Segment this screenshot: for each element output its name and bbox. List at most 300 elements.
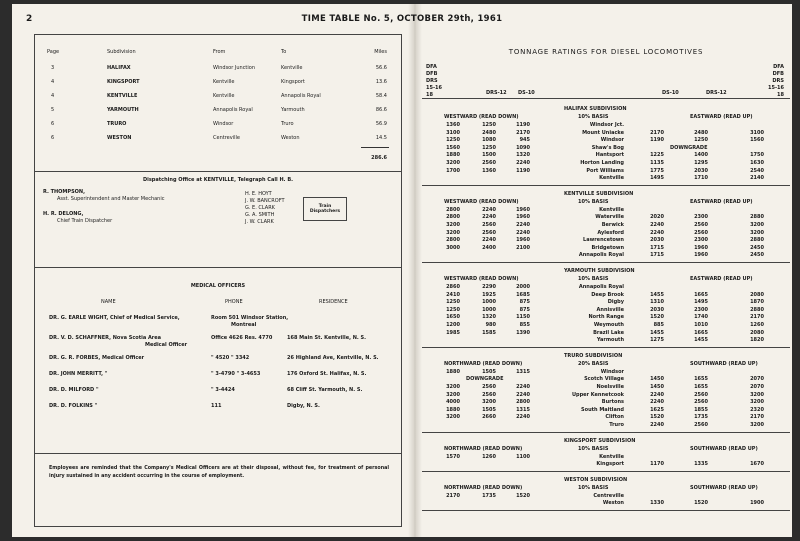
tonnage-value: 2300: [694, 237, 708, 244]
subdivision-name: HALIFAX: [107, 65, 131, 71]
tonnage-value: 3200: [446, 384, 460, 390]
tonnage-value: 1390: [516, 329, 530, 336]
subdivision-page: 4: [51, 79, 55, 85]
dispatchers-list: [245, 191, 285, 226]
class-label: 18: [426, 92, 433, 98]
section-right-heading: SOUTHWARD (READ UP): [690, 484, 758, 491]
tonnage-value: 3200: [750, 399, 764, 406]
subdivision-page: 4: [51, 93, 55, 99]
tonnage-value: 1150: [516, 314, 530, 321]
subdivision-row: [35, 79, 401, 89]
tonnage-value: 1000: [482, 299, 496, 306]
subdivision-row: [35, 107, 401, 117]
tonnage-value: 2240: [650, 229, 664, 236]
tonnage-value: 2080: [750, 291, 764, 298]
tonnage-value: 2880: [750, 306, 764, 313]
station-name: Clifton: [605, 414, 624, 421]
tonnage-value: 2800: [446, 237, 460, 244]
tonnage-value: 2560: [694, 391, 708, 398]
tonnage-value: 2170: [750, 414, 764, 421]
col-ds10-right: DS-10: [662, 90, 679, 96]
tonnage-value: 1010: [694, 322, 708, 328]
tonnage-value: 2800: [516, 399, 530, 406]
section-name: TRURO SUBDIVISION: [564, 352, 623, 359]
tonnage-value: 2880: [750, 237, 764, 244]
tonnage-value: 3200: [446, 229, 460, 236]
tonnage-value: 1740: [694, 314, 708, 321]
tonnage-value: 2240: [516, 414, 530, 421]
tonnage-value: 2030: [694, 167, 708, 174]
tonnage-value: 2660: [482, 414, 496, 421]
locomotive-classes-right: [768, 64, 784, 99]
subdivision-row: [35, 65, 401, 75]
tonnage-value: 1820: [750, 337, 764, 344]
tonnage-value: 1250: [446, 137, 460, 144]
subdivision-page: 5: [51, 107, 55, 113]
tonnage-value: 3200: [750, 222, 764, 228]
station-name: Hantsport: [595, 152, 624, 159]
tonnage-value: 3100: [750, 129, 764, 136]
tonnage-value: 1670: [750, 461, 764, 468]
dispatching-staff-left: [43, 189, 165, 225]
tonnage-value: 1750: [750, 152, 764, 159]
section-right-heading: SOUTHWARD (READ UP): [690, 445, 758, 452]
tonnage-value: 2560: [482, 160, 496, 166]
tonnage-value: 1135: [650, 160, 664, 166]
tonnage-value: 2290: [482, 284, 496, 290]
station-name: Shaw's Bog: [591, 144, 624, 151]
col-name: NAME: [101, 299, 116, 305]
station-name: Yarmouth: [596, 337, 624, 344]
station-name: Lawrencetown: [583, 237, 624, 244]
section-name: KENTVILLE SUBDIVISION: [564, 190, 634, 197]
tonnage-value: 1655: [694, 376, 708, 383]
section-rule: [422, 262, 790, 263]
divider: [35, 453, 401, 454]
downgrade-label: DOWNGRADE: [670, 144, 708, 151]
tonnage-value: 1625: [650, 406, 664, 413]
dispatcher-name: G. E. CLARK: [245, 205, 275, 211]
tonnage-value: 2800: [446, 214, 460, 221]
subdivision-page: 6: [51, 121, 55, 127]
tonnage-value: 1190: [516, 122, 530, 128]
tonnage-value: 2240: [482, 237, 496, 244]
tonnage-value: 2560: [482, 384, 496, 390]
officer-residence: 176 Oxford St. Halifax, N. S.: [287, 371, 367, 377]
tonnage-value: 2030: [650, 306, 664, 313]
section-basis: 10% BASIS: [578, 276, 609, 282]
officer-phone: " 4520 " 3342: [211, 355, 250, 361]
tonnage-value: 2240: [516, 222, 530, 228]
section-name: YARMOUTH SUBDIVISION: [564, 268, 635, 274]
tonnage-value: 1900: [750, 500, 764, 507]
tonnage-value: 1960: [516, 214, 530, 221]
class-label: DFA: [426, 64, 437, 70]
section-left-heading: WESTWARD (READ DOWN): [444, 276, 519, 282]
subdivision-miles: 56.9: [375, 121, 387, 127]
col-to: To: [281, 49, 287, 55]
left-page: [34, 34, 402, 527]
tonnage-value: 2070: [750, 384, 764, 390]
officer-subtitle: Medical Officer: [145, 342, 188, 348]
officer-phone: Office 4626 Res. 4770: [211, 335, 273, 341]
station-name: Burtons: [601, 399, 624, 406]
section-left-heading: WESTWARD (READ DOWN): [444, 198, 519, 205]
tonnage-value: 2080: [750, 329, 764, 336]
tonnage-title: TONNAGE RATINGS FOR DIESEL LOCOMOTIVES: [508, 48, 704, 56]
tonnage-value: 1450: [650, 384, 664, 390]
station-name: Noelsville: [596, 384, 624, 390]
officer-phone: Room 501 Windsor Station,: [211, 315, 289, 321]
officer-residence: Digby, N. S.: [287, 403, 320, 409]
staff-role: Asst. Superintendent and Master Mechanic: [57, 196, 165, 202]
tonnage-value: 1455: [650, 329, 664, 336]
tonnage-value: 1870: [750, 299, 764, 306]
right-page: [422, 34, 790, 527]
tonnage-value: 2400: [482, 244, 496, 251]
subdivision-table: [35, 35, 401, 173]
tonnage-value: 1685: [516, 291, 530, 298]
tonnage-value: 3200: [446, 160, 460, 166]
tonnage-value: 1715: [650, 244, 664, 251]
subdivision-to: Kentville: [281, 65, 303, 71]
station-name: Waterville: [595, 214, 624, 221]
tonnage-value: 2240: [516, 384, 530, 390]
tonnage-value: 945: [519, 137, 530, 144]
subdivision-row: [35, 135, 401, 145]
tonnage-value: 2170: [650, 129, 664, 136]
tonnage-value: 1315: [516, 406, 530, 413]
section-rule: [422, 471, 790, 472]
tonnage-value: 1250: [446, 306, 460, 313]
class-label: DFB: [426, 71, 438, 77]
subdivision-from: Windsor: [213, 121, 234, 127]
tonnage-value: 1960: [516, 206, 530, 213]
section-right-heading: EASTWARD (READ UP): [690, 114, 753, 120]
tonnage-value: 1520: [694, 500, 708, 507]
tonnage-value: 2000: [516, 284, 530, 290]
tonnage-value: 3100: [446, 129, 460, 136]
station-name: Annapolis Royal: [578, 252, 624, 259]
tonnage-value: 2880: [750, 214, 764, 221]
tonnage-value: 3200: [750, 229, 764, 236]
divider: [35, 171, 401, 172]
section-name: KINGSPORT SUBDIVISION: [564, 437, 636, 444]
tonnage-value: 2560: [482, 391, 496, 398]
section-right-heading: EASTWARD (READ UP): [690, 198, 753, 205]
officer-residence: 168 Main St. Kentville, N. S.: [287, 335, 367, 341]
station-name: Upper Kennetcook: [571, 391, 624, 398]
section-left-heading: NORTHWARD (READ DOWN): [444, 445, 523, 452]
station-name: Windsor Jct.: [589, 122, 624, 128]
tonnage-value: 3200: [750, 391, 764, 398]
tonnage-value: 2560: [694, 229, 708, 236]
subdivision-miles: 13.6: [375, 79, 387, 85]
tonnage-value: 1495: [694, 299, 708, 306]
station-name: Deep Brook: [591, 291, 624, 298]
subdivision-row: [35, 121, 401, 131]
tonnage-value: 2300: [694, 306, 708, 313]
station-name: Port Williams: [586, 167, 624, 174]
class-label: DRS: [426, 78, 438, 84]
class-label: 15-16: [768, 85, 784, 91]
officer-name: DR. G. R. FORBES, Medical Officer: [49, 355, 145, 361]
tonnage-value: 1775: [650, 167, 664, 174]
tonnage-value: 2240: [650, 422, 664, 428]
tonnage-value: 875: [519, 299, 530, 306]
station-name: Centreville: [593, 492, 624, 499]
tonnage-value: 2030: [650, 237, 664, 244]
station-name: Mount Uniacke: [582, 129, 624, 136]
tonnage-value: 1880: [446, 152, 460, 159]
station-name: Annisville: [596, 306, 624, 313]
tonnage-value: 1500: [482, 152, 496, 159]
subdivision-to: Kingsport: [281, 79, 305, 85]
section-right-heading: SOUTHWARD (READ UP): [690, 360, 758, 367]
class-label: 15-16: [426, 85, 442, 91]
officer-name: DR. D. FOLKINS ": [49, 403, 98, 409]
officer-residence: 26 Highland Ave, Kentville, N. S.: [287, 355, 379, 361]
tonnage-value: 2170: [750, 314, 764, 321]
col-from: From: [213, 49, 226, 55]
tonnage-value: 855: [519, 322, 530, 328]
medical-note: Employees are reminded that the Company's Medical Officers are at their disposal, without fee, for treatment of personal injury sustained in any accident occurring in the course of employment.: [49, 466, 389, 479]
tonnage-value: 1505: [482, 368, 496, 375]
tonnage-value: 2240: [650, 222, 664, 228]
tonnage-value: 1985: [446, 329, 460, 336]
header: [12, 14, 792, 28]
class-label: DFA: [773, 64, 784, 70]
section-basis: 10% BASIS: [578, 198, 609, 205]
subdivision-page: 6: [51, 135, 55, 141]
subdivision-miles: 56.6: [375, 65, 387, 71]
class-label: 18: [777, 92, 784, 98]
tonnage-value: 980: [485, 322, 496, 328]
timetable-spread: [12, 4, 792, 537]
dispatcher-name: H. E. HOYT: [245, 191, 272, 197]
tonnage-value: 1320: [516, 152, 530, 159]
total-rule: [361, 147, 389, 148]
tonnage-value: 2240: [516, 391, 530, 398]
tonnage-value: 2300: [694, 214, 708, 221]
tonnage-value: 2560: [694, 399, 708, 406]
subdivision-from: Windsor Junction: [213, 65, 256, 71]
tonnage-value: 2100: [516, 244, 530, 251]
subdivision-name: WESTON: [107, 135, 132, 141]
tonnage-value: 2560: [482, 222, 496, 228]
tonnage-value: 1310: [650, 299, 664, 306]
tonnage-value: 1250: [446, 299, 460, 306]
officer-name: DR. D. MILFORD ": [49, 387, 99, 393]
station-name: North Range: [588, 314, 624, 321]
tonnage-value: 2450: [750, 244, 764, 251]
subdivision-miles: 14.5: [375, 135, 387, 141]
subdivision-name: YARMOUTH: [107, 107, 139, 113]
tonnage-value: 1090: [516, 144, 530, 151]
class-label: DFB: [772, 71, 784, 77]
station-name: Scotch Village: [584, 376, 624, 383]
station-name: Aylesford: [597, 229, 624, 236]
tonnage-value: 1360: [482, 167, 496, 174]
tonnage-value: 3200: [446, 222, 460, 228]
officer-subtitle: Montreal: [231, 322, 257, 328]
tonnage-value: 1520: [650, 314, 664, 321]
tonnage-value: 1400: [694, 152, 708, 159]
tonnage-value: 1735: [694, 414, 708, 421]
tonnage-value: 1335: [694, 461, 708, 468]
subdivision-row: [35, 93, 401, 103]
dispatcher-name: G. A. SMITH: [245, 212, 275, 218]
tonnage-value: 2240: [650, 391, 664, 398]
officer-name: DR. V. D. SCHAFFNER, Nova Scotia Area: [49, 335, 162, 341]
subdivision-from: Annapolis Royal: [213, 107, 253, 113]
tonnage-value: 1880: [446, 368, 460, 375]
section-left-heading: WESTWARD (READ DOWN): [444, 114, 519, 120]
subdivision-to: Annapolis Royal: [281, 93, 321, 99]
section-left-heading: NORTHWARD (READ DOWN): [444, 484, 523, 491]
col-phone: PHONE: [225, 299, 243, 305]
tonnage-value: 1735: [482, 492, 496, 499]
section-rule: [422, 432, 790, 433]
tonnage-value: 1855: [694, 406, 708, 413]
section-basis: 10% BASIS: [578, 114, 609, 120]
tonnage-value: 1455: [650, 291, 664, 298]
subdivision-name: KINGSPORT: [107, 79, 140, 85]
box-line: Dispatchers: [309, 209, 341, 214]
tonnage-value: 3200: [446, 391, 460, 398]
tonnage-value: 1250: [482, 122, 496, 128]
tonnage-value: 2480: [694, 129, 708, 136]
subdivision-to: Weston: [281, 135, 300, 141]
station-name: Kentville: [599, 453, 624, 460]
locomotive-classes-left: [426, 64, 442, 99]
tonnage-value: 2560: [694, 222, 708, 228]
tonnage-value: 1315: [516, 368, 530, 375]
subdivision-to: Truro: [281, 121, 294, 127]
class-label: DRS: [772, 78, 784, 84]
subdivision-table-header: [35, 49, 401, 59]
tonnage-value: 2070: [750, 376, 764, 383]
tonnage-value: 1250: [694, 137, 708, 144]
section-right-heading: EASTWARD (READ UP): [690, 276, 753, 282]
tonnage-value: 2240: [650, 399, 664, 406]
tonnage-value: 1495: [650, 175, 664, 182]
tonnage-value: 1200: [446, 322, 460, 328]
officer-name: DR. G. EARLE WIGHT, Chief of Medical Service,: [49, 315, 180, 321]
tonnage-value: 2170: [446, 492, 460, 499]
subdivision-page: 3: [51, 65, 55, 71]
page-title: TIME TABLE No. 5, OCTOBER 29th, 1961: [301, 14, 503, 24]
col-drs12-right: DRS-12: [706, 90, 727, 96]
officer-residence: 68 Cliff St. Yarmouth, N. S.: [287, 387, 363, 393]
tonnage-value: 885: [653, 322, 664, 328]
section-left-heading: NORTHWARD (READ DOWN): [444, 360, 523, 367]
station-name: South Maitland: [581, 406, 624, 413]
section-basis: 20% BASIS: [578, 360, 609, 367]
col-page: Page: [47, 49, 60, 55]
dispatcher-name: J. W. BANCROFT: [245, 198, 285, 204]
page-fold: [408, 4, 422, 537]
station-name: Bridgetown: [591, 244, 624, 251]
station-name: Weymouth: [593, 322, 624, 328]
box-line: Train: [318, 204, 332, 209]
tonnage-value: 3200: [446, 414, 460, 421]
tonnage-value: 1715: [650, 252, 664, 259]
tonnage-value: 875: [519, 306, 530, 313]
tonnage-value: 2480: [482, 129, 496, 136]
station-name: Annapolis Royal: [578, 284, 624, 290]
tonnage-value: 2140: [750, 175, 764, 182]
tonnage-value: 1100: [516, 453, 530, 460]
tonnage-value: 2540: [750, 167, 764, 174]
tonnage-value: 1080: [482, 137, 496, 144]
station-name: Kentville: [599, 206, 624, 213]
tonnage-value: 3200: [482, 399, 496, 406]
officer-name: DR. JOHN MERRITT, ": [49, 371, 108, 377]
tonnage-value: 1880: [446, 406, 460, 413]
subdivision-name: TRURO: [107, 121, 127, 127]
tonnage-value: 1330: [650, 500, 664, 507]
col-residence: RESIDENCE: [319, 299, 348, 305]
tonnage-value: 3000: [446, 244, 460, 251]
station-name: Digby: [607, 299, 624, 306]
tonnage-value: 1250: [482, 144, 496, 151]
tonnage-value: 1585: [482, 329, 496, 336]
tonnage-value: 1925: [482, 291, 496, 298]
tonnage-value: 2320: [750, 406, 764, 413]
tonnage-value: 2170: [516, 129, 530, 136]
tonnage-value: 1295: [694, 160, 708, 166]
officer-phone: " 3-4424: [211, 387, 235, 393]
tonnage-value: 4000: [446, 399, 460, 406]
tonnage-value: 1560: [750, 137, 764, 144]
staff-name: R. THOMPSON,: [43, 189, 86, 195]
tonnage-value: 2860: [446, 284, 460, 290]
tonnage-value: 1655: [694, 384, 708, 390]
section-basis: 10% BASIS: [578, 445, 609, 452]
officer-phone: " 3-4790 " 3-4653: [211, 371, 261, 377]
subdivision-to: Yarmouth: [281, 107, 305, 113]
tonnage-value: 2240: [516, 229, 530, 236]
dispatching-title: Dispatching Office at KENTVILLE, Telegraph Call H. B.: [142, 177, 294, 183]
tonnage-value: 1560: [446, 144, 460, 151]
dispatcher-name: J. W. CLARK: [245, 219, 274, 225]
officer-phone: 111: [211, 403, 222, 409]
total-row: [35, 155, 401, 165]
section-rule: [422, 510, 790, 511]
station-name: Kingsport: [596, 461, 624, 468]
tonnage-value: 1170: [650, 461, 664, 468]
tonnage-value: 1710: [694, 175, 708, 182]
subdivision-from: Centreville: [213, 135, 240, 141]
tonnage-value: 1960: [694, 244, 708, 251]
tonnage-value: 1700: [446, 167, 460, 174]
tonnage-value: 1650: [446, 314, 460, 321]
station-name: Horton Landing: [580, 160, 624, 166]
col-miles: Miles: [374, 49, 387, 55]
station-name: Brazil Lake: [593, 329, 624, 336]
staff-role: Chief Train Dispatcher: [57, 218, 113, 224]
section-name: HALIFAX SUBDIVISION: [564, 106, 627, 112]
tonnage-value: 1260: [750, 322, 764, 328]
tonnage-value: 1260: [482, 453, 496, 460]
station-name: Windsor: [600, 137, 624, 144]
subdivision-name: KENTVILLE: [107, 93, 138, 99]
tonnage-value: 2450: [750, 252, 764, 259]
tonnage-value: 2240: [482, 214, 496, 221]
tonnage-value: 1000: [482, 306, 496, 313]
col-drs12-left: DRS-12: [486, 90, 507, 96]
